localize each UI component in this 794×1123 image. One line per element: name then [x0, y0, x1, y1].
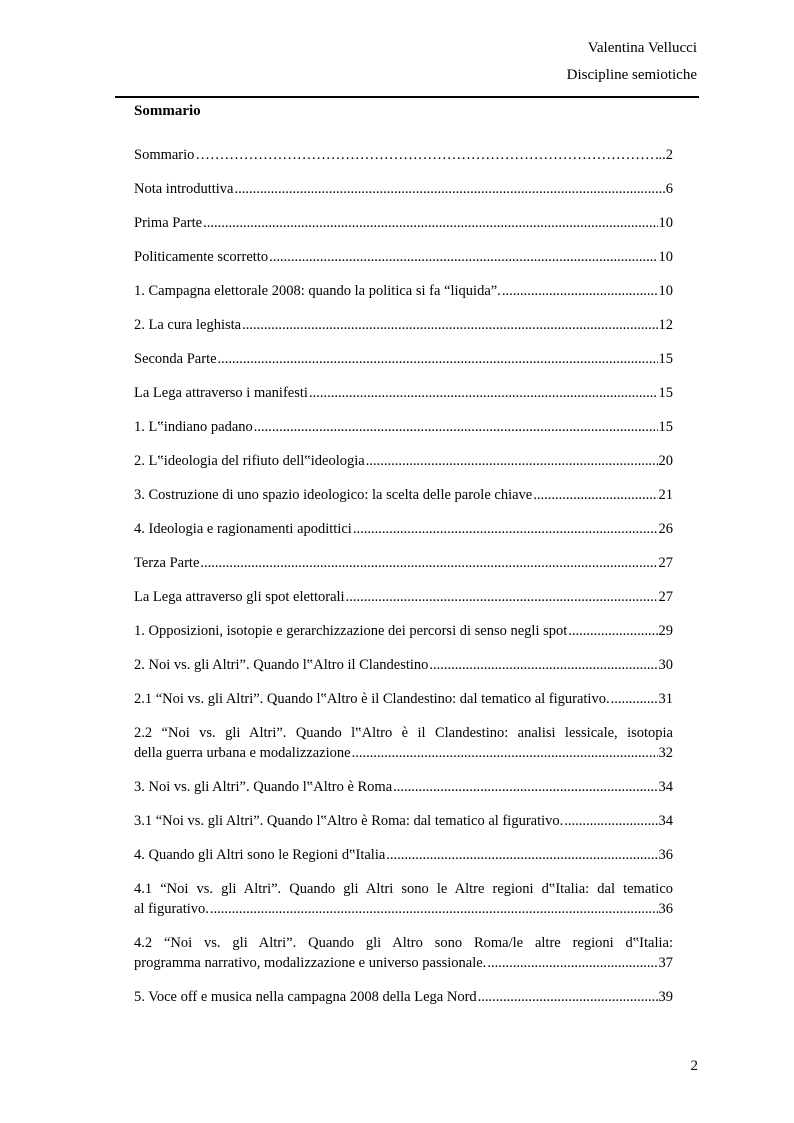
dot-leader: [352, 743, 658, 763]
dot-leader: [309, 383, 658, 403]
dot-leader: [487, 953, 657, 973]
toc-entry-page: 26: [658, 521, 673, 537]
dot-leader: [393, 777, 657, 797]
toc-entry-page: 36: [658, 901, 673, 917]
toc-entry-text: Nota introduttiva: [134, 181, 234, 197]
toc-entry-3[interactable]: [134, 247, 673, 267]
toc-entry-4[interactable]: [134, 281, 673, 301]
toc-entry-page: 10: [658, 283, 673, 299]
dot-leader: [611, 689, 658, 709]
toc-entry-text: 1. Opposizioni, isotopie e gerarchizzazione dei percorsi di senso negli spot: [134, 623, 568, 639]
toc-entry-text: Prima Parte: [134, 215, 203, 231]
toc-entry-text: 3. Costruzione di uno spazio ideologico: la scelta delle parole chiave: [134, 487, 533, 503]
toc-entry-text: 4. Quando gli Altri sono le Regioni d‟Italia: [134, 847, 386, 863]
dot-leader: [195, 145, 657, 165]
toc-entry-page: 20: [658, 453, 673, 469]
toc-entry-13[interactable]: [134, 587, 673, 607]
dot-leader: [533, 485, 657, 505]
toc-entry-page: 39: [658, 989, 673, 1005]
toc-entry-11[interactable]: [134, 519, 673, 539]
header-course: Discipline semiotiche: [566, 67, 697, 83]
dot-leader: [218, 349, 658, 369]
toc-entry-text: 3. Noi vs. gli Altri”. Quando l‟Altro è Roma: [134, 779, 393, 795]
toc-entry-page: 34: [658, 813, 673, 829]
toc-entry-text: 2. Noi vs. gli Altri”. Quando l‟Altro il Clandestino: [134, 657, 429, 673]
toc-entry-text: Sommario: [134, 147, 195, 163]
toc-entry-1[interactable]: [134, 179, 673, 199]
header-author: Valentina Vellucci: [587, 40, 697, 56]
toc-entry-text: 4. Ideologia e ragionamenti apodittici: [134, 521, 352, 537]
toc-entry-text: della guerra urbana e modalizzazione: [134, 745, 351, 761]
toc-entry-text: La Lega attraverso i manifesti: [134, 385, 308, 401]
toc-entry-first-line: 4.1 “Noi vs. gli Altri”. Quando gli Altri sono le Altre regioni d‟Italia: dal tematico: [134, 881, 673, 897]
toc-entry-9[interactable]: [134, 451, 673, 471]
dot-leader: [242, 315, 657, 335]
toc-entry-text: 1. Campagna elettorale 2008: quando la politica si fa “liquida”.: [134, 283, 501, 299]
toc-entry-page: 15: [658, 385, 673, 401]
toc-entry-page: 36: [658, 847, 673, 863]
toc-entry-17[interactable]: [134, 723, 673, 763]
toc-entry-page: ..2: [658, 147, 673, 163]
dot-leader: [429, 655, 657, 675]
toc-entry-page: 32: [658, 745, 673, 761]
toc-entry-text: Politicamente scorretto: [134, 249, 269, 265]
dot-leader: [346, 587, 658, 607]
table-of-contents: [134, 145, 673, 1021]
toc-entry-page: 15: [658, 419, 673, 435]
dot-leader: [386, 845, 657, 865]
toc-entry-first-line: 4.2 “Noi vs. gli Altri”. Quando gli Altro sono Roma/le altre regioni d‟Italia:: [134, 935, 673, 951]
toc-entry-page: 37: [658, 955, 673, 971]
toc-entry-text: La Lega attraverso gli spot elettorali: [134, 589, 345, 605]
toc-entry-page: 34: [658, 779, 673, 795]
toc-entry-page: 27: [658, 555, 673, 571]
toc-entry-18[interactable]: [134, 777, 673, 797]
header-rule: [115, 96, 699, 98]
toc-entry-15[interactable]: [134, 655, 673, 675]
dot-leader: [353, 519, 658, 539]
toc-entry-16[interactable]: [134, 689, 673, 709]
toc-entry-21[interactable]: [134, 879, 673, 919]
toc-entry-page: 31: [658, 691, 673, 707]
toc-entry-6[interactable]: [134, 349, 673, 369]
dot-leader: [502, 281, 658, 301]
dot-leader: [478, 987, 658, 1007]
toc-entry-page: 10: [658, 215, 673, 231]
toc-entry-19[interactable]: [134, 811, 673, 831]
toc-entry-2[interactable]: [134, 213, 673, 233]
toc-entry-page: 21: [658, 487, 673, 503]
toc-entry-8[interactable]: [134, 417, 673, 437]
toc-entry-text: Terza Parte: [134, 555, 200, 571]
toc-entry-14[interactable]: [134, 621, 673, 641]
dot-leader: [568, 621, 657, 641]
dot-leader: [269, 247, 657, 267]
toc-entry-23[interactable]: [134, 987, 673, 1007]
toc-entry-page: 27: [658, 589, 673, 605]
toc-entry-12[interactable]: [134, 553, 673, 573]
toc-entry-page: 15: [658, 351, 673, 367]
toc-entry-10[interactable]: [134, 485, 673, 505]
toc-entry-page: 10: [658, 249, 673, 265]
toc-entry-text: Seconda Parte: [134, 351, 217, 367]
toc-entry-page: 29: [658, 623, 673, 639]
toc-entry-page: 30: [658, 657, 673, 673]
toc-entry-text: programma narrativo, modalizzazione e universo passionale.: [134, 955, 487, 971]
dot-leader: [210, 899, 658, 919]
toc-entry-text: 1. L‟indiano padano: [134, 419, 253, 435]
toc-entry-5[interactable]: [134, 315, 673, 335]
toc-entry-text: 5. Voce off e musica nella campagna 2008 della Lega Nord: [134, 989, 477, 1005]
dot-leader: [200, 553, 657, 573]
toc-entry-22[interactable]: [134, 933, 673, 973]
page-number: 2: [690, 1058, 698, 1074]
toc-entry-text: 3.1 “Noi vs. gli Altri”. Quando l‟Altro è Roma: dal tematico al figurativo.: [134, 813, 564, 829]
toc-entry-first-line: 2.2 “Noi vs. gli Altri”. Quando l‟Altro è il Clandestino: analisi lessicale, isotopia: [134, 725, 673, 741]
dot-leader: [366, 451, 658, 471]
toc-entry-page: 6: [665, 181, 673, 197]
toc-entry-text: 2. L‟ideologia del rifiuto dell‟ideologia: [134, 453, 365, 469]
dot-leader: [254, 417, 658, 437]
toc-entry-text: 2. La cura leghista: [134, 317, 242, 333]
dot-leader: [564, 811, 657, 831]
toc-entry-page: 12: [658, 317, 673, 333]
dot-leader: [234, 179, 664, 199]
toc-entry-7[interactable]: [134, 383, 673, 403]
toc-entry-20[interactable]: [134, 845, 673, 865]
toc-entry-text: al figurativo.: [134, 901, 209, 917]
toc-title: Sommario: [134, 103, 201, 119]
dot-leader: [203, 213, 657, 233]
toc-entry-text: 2.1 “Noi vs. gli Altri”. Quando l‟Altro è il Clandestino: dal tematico al figurativo.: [134, 691, 610, 707]
toc-entry-0[interactable]: [134, 145, 673, 165]
